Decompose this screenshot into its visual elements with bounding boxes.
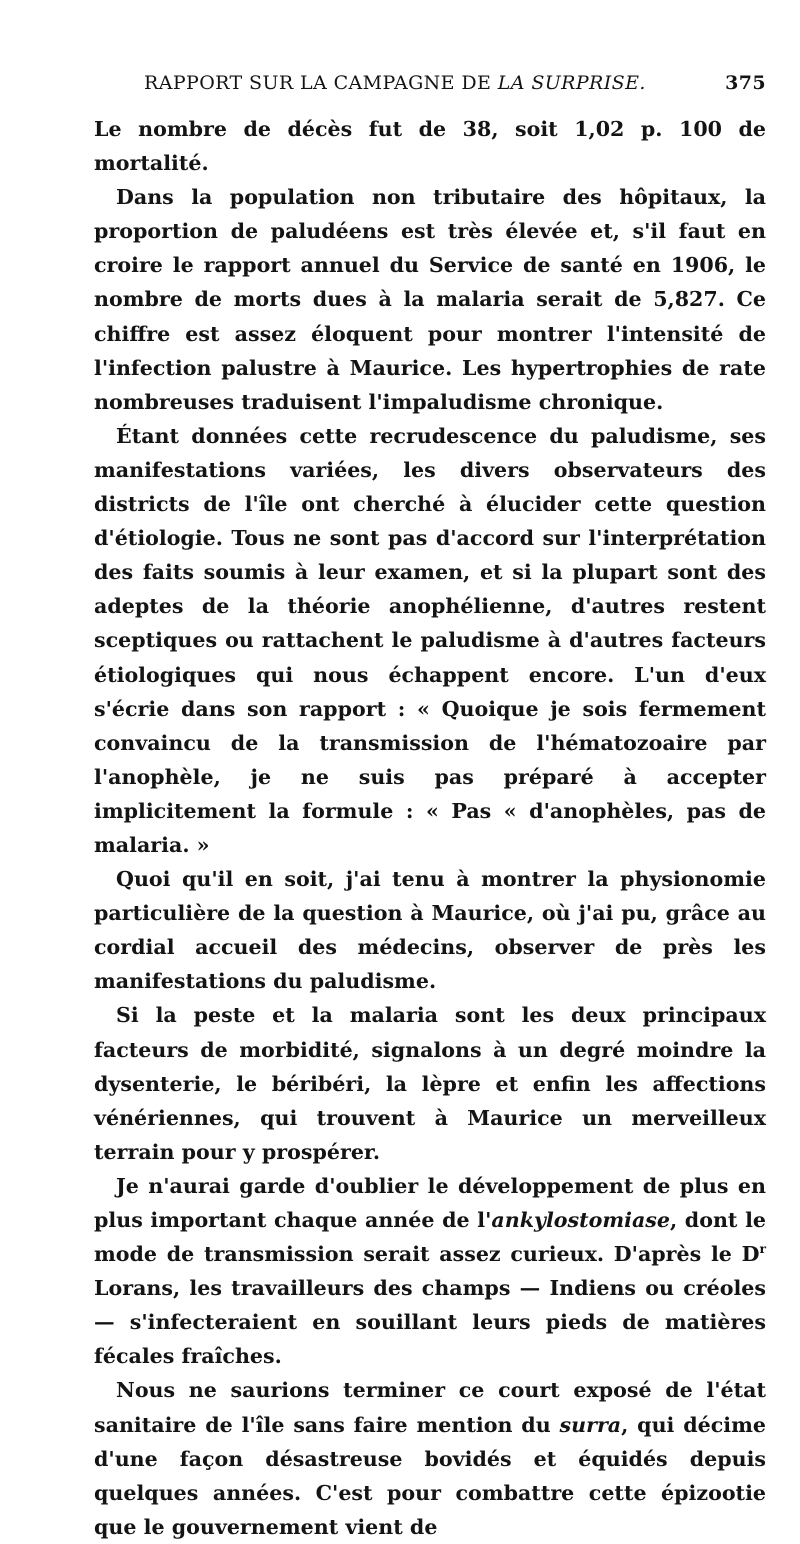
running-head-title-italic: LA SURPRISE. xyxy=(497,72,646,94)
paragraph-mortality: Le nombre de décès fut de 38, soit 1,02 p. 100 de mortalité. xyxy=(94,117,766,176)
running-head-title xyxy=(144,72,646,94)
term-surra: surra xyxy=(559,1412,622,1437)
running-head-title-roman: RAPPORT SUR LA CAMPAGNE DE xyxy=(144,72,498,94)
paragraph-ankylostomiasis-end: Lorans, les travailleurs des champs — Indiens ou créoles — s'infecteraient en souillant leurs pieds de matières fécales fraîches. xyxy=(94,1276,766,1369)
paragraph-surra-start: Nous ne saurions terminer ce court exposé de l'état sanitaire de l'île sans faire mention du xyxy=(94,1378,766,1437)
running-head xyxy=(116,72,766,102)
paragraph-etiology: Étant données cette recrudescence du paludisme, ses manifestations variées, les divers observateurs des districts de l'île ont cherché à élucider cette question d'étiologie. Tous ne sont pas d'accord sur l'interprétation des faits soumis à leur examen, et si la plupart sont des adeptes de la théorie anophélienne, d'autres restent sceptiques ou rattachent le paludisme à d'autres facteurs étiologiques qui nous échappent encore. L'un d'eux s'écrie dans son rapport : « Quoique je sois fermement convaincu de la transmission de l'hématozoaire par l'anophèle, je ne suis pas préparé à accepter implicitement la formule : « Pas « d'anophèles, pas de malaria. » xyxy=(94,423,766,857)
paragraph-surra-end: , qui décime d'une façon désastreuse bovidés et équidés depuis quelques années. C'est pour combattre cette épizootie que le gouvernement vient de xyxy=(94,1412,766,1539)
paragraph-morbidity: Si la peste et la malaria sont les deux principaux facteurs de morbidité, signalons à un degré moindre la dysenterie, le béribéri, la lèpre et enfin les affections vénériennes, qui trouvent à Maurice un merveilleux terrain pour y prospérer. xyxy=(94,1003,766,1164)
term-ankylostomiase: ankylostomiase xyxy=(491,1208,670,1232)
paragraph-ankylostomiasis-middle: , dont le mode de transmission serait assez curieux. D'après le D xyxy=(94,1208,766,1267)
paragraph-ankylostomiasis xyxy=(94,1169,766,1374)
page-number: 375 xyxy=(725,72,766,94)
body-text xyxy=(94,112,766,1544)
doctor-abbrev-superscript: r xyxy=(759,1241,766,1257)
paragraph-population: Dans la population non tributaire des hôpitaux, la proportion de paludéens est très élevée et, s'il faut en croire le rapport annuel du Service de santé en 1906, le nombre de morts dues à la malaria serait de 5,827. Ce chiffre est assez éloquent pour montrer l'intensité de l'infection palustre à Maurice. Les hypertrophies de rate nombreuses traduisent l'impaludisme chronique. xyxy=(94,185,766,414)
paragraph-surra xyxy=(94,1373,766,1543)
paragraph-ankylostomiasis-start: Je n'aurai garde d'oublier le développement de plus en plus important chaque année de l' xyxy=(94,1173,766,1232)
paragraph-physiognomy: Quoi qu'il en soit, j'ai tenu à montrer la physionomie particulière de la question à Maurice, où j'ai pu, grâce au cordial accueil des médecins, observer de près les manifestations du paludisme. xyxy=(94,867,766,994)
